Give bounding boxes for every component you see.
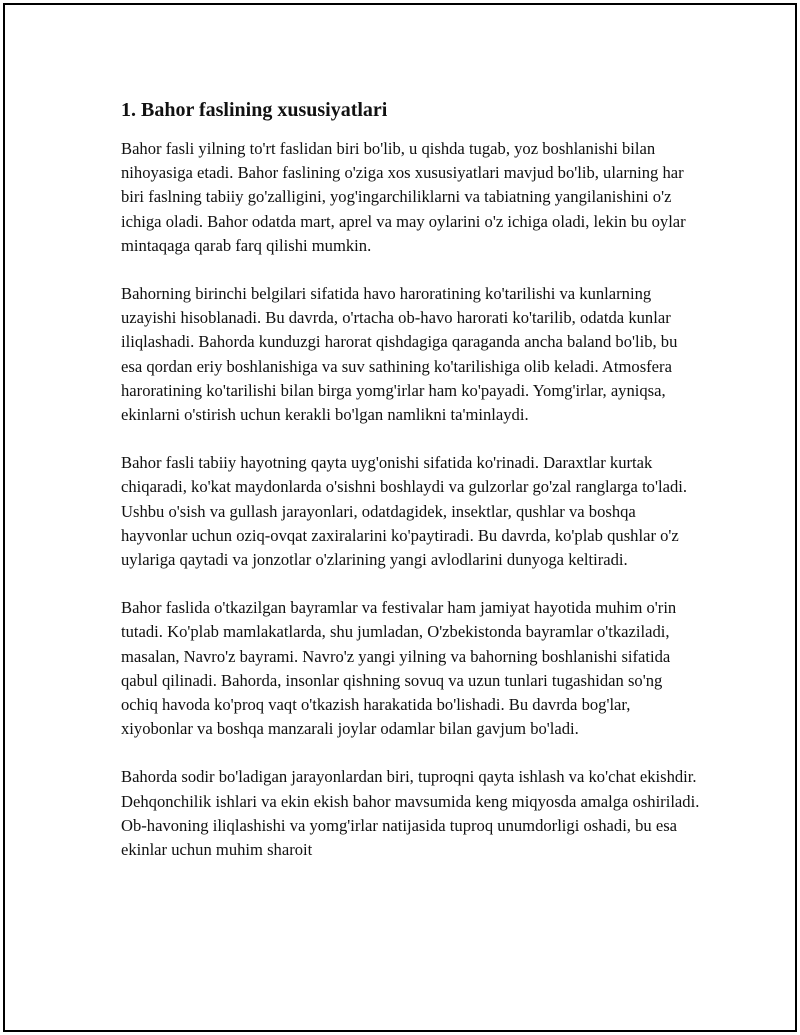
paragraph-3: Bahor fasli tabiiy hayotning qayta uyg'onishi sifatida ko'rinadi. Daraxtlar kurtak chiqaradi, ko'kat maydonlarda o'sishni boshlaydi va gulzorlar go'zal ranglarga to'ladi. Ushbu o'sish va gullash jarayonlari, odatdagidek, insektlar, qushlar va boshqa hayvonlar uchun oziq-ovqat zaxiralarini ko'paytiradi. Bu davrda, ko'plab qushlar o'z uylariga qaytadi va jonzotlar o'zlarining yangi avlodlarini dunyoga keltiradi. (121, 453, 687, 570)
document-body (121, 97, 701, 886)
paragraph-5: Bahorda sodir bo'ladigan jarayonlardan biri, tuproqni qayta ishlash va ko'chat ekishdir. Dehqonchilik ishlari va ekin ekish bahor mavsumida keng miqyosda amalga oshiriladi. Ob-havoning iliqlashishi va yomg'irlar natijasida tuproq unumdorligi oshadi, bu esa ekinlar uchun muhim sharoit (121, 767, 700, 860)
document-page (3, 3, 797, 1032)
paragraph-1: Bahor fasli yilning to'rt faslidan biri bo'lib, u qishda tugab, yoz boshlanishi bilan nihoyasiga etadi. Bahor faslining o'ziga xos xususiyatlari mavjud bo'lib, ularning har biri faslning tabiiy go'zalligini, yog'ingarchiliklarni va tabiatning yangilanishini o'z ichiga oladi. Bahor odatda mart, aprel va may oylarini o'z ichiga oladi, lekin bu oylar mintaqaga qarab farq qilishi mumkin. (121, 139, 686, 255)
section-heading: 1. Bahor faslining xususiyatlari (121, 99, 388, 121)
paragraph-2: Bahorning birinchi belgilari sifatida havo haroratining ko'tarilishi va kunlarning uzayishi hisoblanadi. Bu davrda, o'rtacha ob-havo harorati ko'tarilib, odatda kunlar iliqlashadi. Bahorda kunduzgi harorat qishdagiga qaraganda ancha baland bo'lib, bu esa qordan eriy boshlanishiga va suv sathining ko'tarilishiga olib keladi. Atmosfera haroratining ko'tarilishi bilan birga yomg'irlar ham ko'payadi. Yomg'irlar, ayniqsa, ekinlarni o'stirish uchun kerakli bo'lgan namlikni ta'minlaydi. (121, 284, 678, 425)
paragraph-4: Bahor faslida o'tkazilgan bayramlar va festivalar ham jamiyat hayotida muhim o'rin tutadi. Ko'plab mamlakatlarda, shu jumladan, O'zbekistonda bayramlar o'tkaziladi, masalan, Navro'z bayrami. Navro'z yangi yilning va bahorning boshlanishi sifatida qabul qilinadi. Bahorda, insonlar qishning sovuq va uzun tunlari tugashidan so'ng ochiq havoda ko'proq vaqt o'tkazish harakatida bo'lishadi. Bu davrda bog'lar, xiyobonlar va boshqa manzarali joylar odamlar bilan gavjum bo'ladi. (121, 598, 677, 739)
